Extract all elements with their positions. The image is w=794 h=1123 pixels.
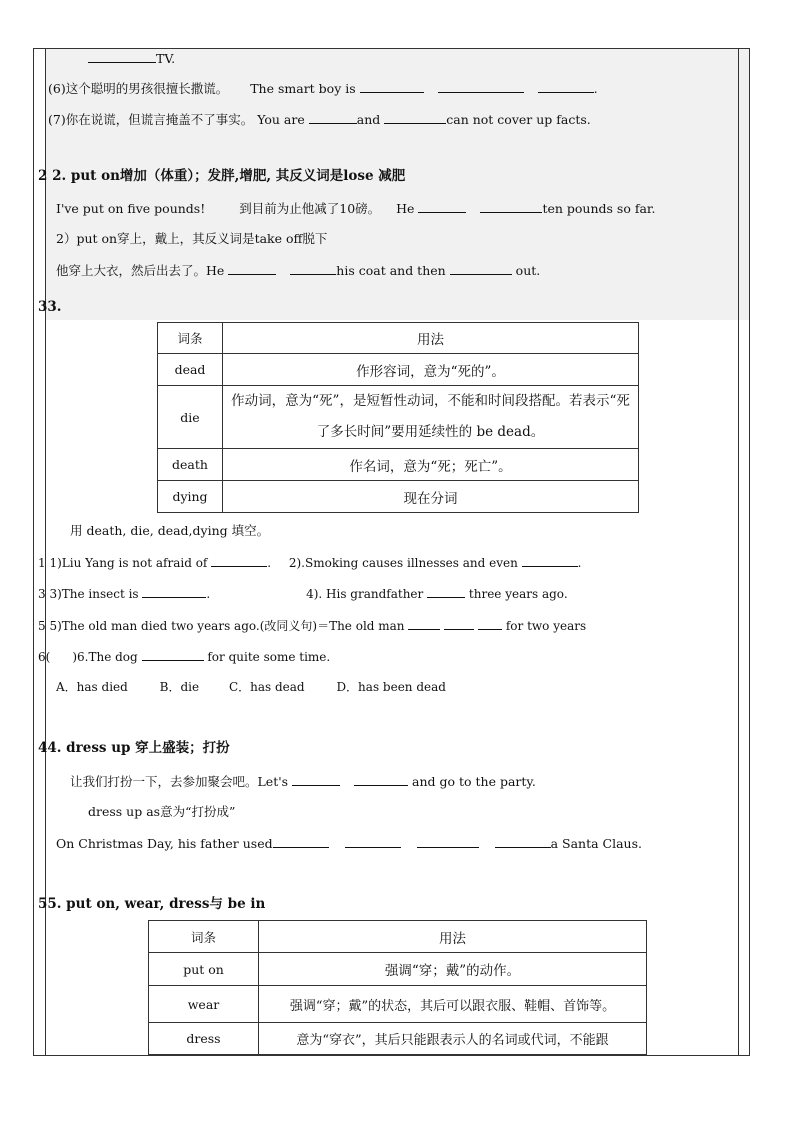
- section-5-title: 55. put on, wear, dress与 be in: [38, 896, 266, 912]
- usage-table-die: [157, 322, 639, 513]
- section-3-title: 33.: [38, 299, 62, 315]
- table-header: 用法: [259, 921, 647, 953]
- usage-table-put-on: [148, 920, 647, 1055]
- fill-instruction: 用 death, die, dead,dying 填空。: [70, 523, 270, 538]
- s4-line-2: dress up as意为“打扮成”: [88, 804, 236, 819]
- table-cell-term: put on: [149, 953, 259, 986]
- question-5: 5 5)The old man died two years ago.(改同义句)＝The old man for two years: [38, 619, 587, 633]
- table-cell-term: dying: [158, 481, 223, 513]
- section-2-title: 2 2. put on增加（体重）；发胖,增肥, 其反义词是lose 减肥: [38, 168, 406, 184]
- choice-a[interactable]: A．has died: [56, 680, 128, 694]
- table-cell-usage: 强调“穿；戴”的状态，其后可以跟衣服、鞋帽、首饰等。: [259, 986, 647, 1023]
- s2-line-1: I've put on five pounds! 到目前为止他减了10磅。 He ten pounds so far.: [56, 201, 656, 216]
- line-7: (7)你在说谎，但谎言掩盖不了事实。 You are and can not cover up facts.: [48, 112, 591, 127]
- s4-line-1: 让我们打扮一下，去参加聚会吧。Let's and go to the party.: [70, 774, 536, 789]
- answer-blank[interactable]: [211, 554, 267, 567]
- question-1-2: 1 1)Liu Yang is not afraid of . 2).Smoking causes illnesses and even .: [38, 556, 582, 570]
- answer-blank[interactable]: [309, 111, 357, 124]
- question-6-choices: [56, 679, 446, 695]
- table-cell-term: death: [158, 449, 223, 481]
- table-cell-term: dress: [149, 1023, 259, 1055]
- answer-blank[interactable]: [427, 585, 465, 598]
- answer-blank[interactable]: [354, 773, 408, 786]
- answer-blank[interactable]: [478, 617, 502, 630]
- answer-blank[interactable]: [522, 554, 578, 567]
- answer-blank[interactable]: [292, 773, 340, 786]
- answer-blank[interactable]: [290, 262, 336, 275]
- answer-blank[interactable]: [438, 80, 524, 93]
- answer-blank[interactable]: [360, 80, 424, 93]
- table-cell-term: wear: [149, 986, 259, 1023]
- right-inner-rule: [738, 48, 739, 1056]
- answer-blank[interactable]: [345, 835, 401, 848]
- answer-blank[interactable]: [142, 648, 204, 661]
- answer-blank[interactable]: [228, 262, 276, 275]
- answer-blank[interactable]: [408, 617, 440, 630]
- table-cell-term: die: [158, 386, 223, 449]
- table-cell-usage: 作名词，意为“死；死亡”。: [223, 449, 639, 481]
- section-4-title: 44. dress up 穿上盛装；打扮: [38, 740, 230, 756]
- line-6: (6)这个聪明的男孩很擅长撒谎。 The smart boy is .: [48, 81, 598, 96]
- s4-line-3: On Christmas Day, his father used a Santa Claus.: [56, 836, 642, 851]
- answer-blank[interactable]: [538, 80, 594, 93]
- answer-blank[interactable]: [142, 585, 206, 598]
- answer-blank[interactable]: [417, 835, 479, 848]
- answer-blank[interactable]: [495, 835, 551, 848]
- table-header: 用法: [223, 323, 639, 354]
- table-cell-usage: 强调“穿；戴”的动作。: [259, 953, 647, 986]
- table-cell-usage: 作动词，意为“死”，是短暂性动词，不能和时间段搭配。若表示“死了多长时间”要用延续性的 be dead。: [223, 386, 639, 449]
- s2-line-2: 2）put on穿上，戴上，其反义词是take off脱下: [56, 231, 328, 246]
- question-3-4: 3 3)The insect is . 4). His grandfather three years ago.: [38, 587, 568, 601]
- line-tv: TV.: [88, 50, 175, 67]
- answer-blank[interactable]: [480, 200, 542, 213]
- s2-line-3: 他穿上大衣，然后出去了。He his coat and then out.: [56, 263, 541, 278]
- choice-d[interactable]: D．has been dead: [336, 680, 446, 694]
- choice-b[interactable]: B．die: [159, 680, 200, 694]
- table-header: 词条: [158, 323, 223, 354]
- table-cell-usage: 意为“穿衣”，其后只能跟表示人的名词或代词，不能跟: [259, 1023, 647, 1055]
- answer-blank[interactable]: [418, 200, 466, 213]
- table-cell-usage: 现在分词: [223, 481, 639, 513]
- question-6: 6( )6.The dog for quite some time.: [38, 650, 331, 664]
- table-header: 词条: [149, 921, 259, 953]
- answer-blank[interactable]: [273, 835, 329, 848]
- answer-blank[interactable]: [444, 617, 474, 630]
- choice-c[interactable]: C．has dead: [228, 680, 305, 694]
- answer-blank[interactable]: [384, 111, 446, 124]
- answer-blank[interactable]: [450, 262, 512, 275]
- table-cell-term: dead: [158, 354, 223, 386]
- answer-blank[interactable]: [88, 50, 156, 63]
- table-cell-usage: 作形容词，意为“死的”。: [223, 354, 639, 386]
